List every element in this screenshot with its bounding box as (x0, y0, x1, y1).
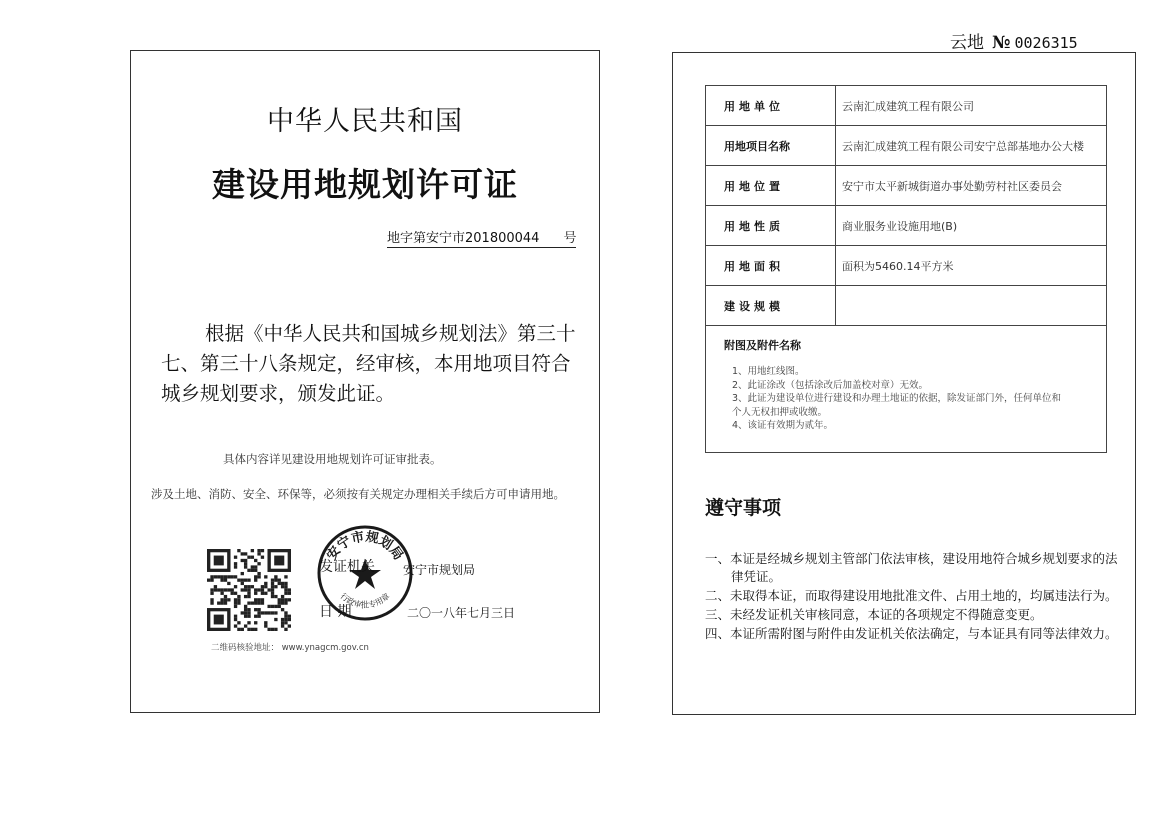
seal-bottom-text: 行政审批专用章 (338, 591, 392, 610)
serial-number: 0026315 (1014, 34, 1078, 52)
land-info-table (705, 85, 1107, 326)
row-label: 用地面积 (706, 246, 836, 286)
row-value: 云南汇成建筑工程有限公司 (836, 86, 1107, 126)
serial-no-mark: № (992, 33, 1011, 53)
annex-title: 附图及附件名称 (724, 339, 801, 352)
procedure-note: 涉及土地、消防、安全、环保等，必须按有关规定办理相关手续后方可申请用地。 (151, 487, 565, 501)
document-number (387, 227, 576, 248)
annex-item: 个人无权扣押或收缴。 (732, 406, 828, 418)
notice-list (705, 550, 1125, 644)
notice-title: 遵守事项 (705, 497, 782, 519)
annex-item: 3、此证为建设单位进行建设和办理土地证的依据，除发证部门外，任何单位和 (732, 393, 1062, 404)
certificate-cover-page (130, 50, 600, 713)
qr-verify-label: 二维码核验地址： www.ynagcm.gov.cn (211, 643, 369, 653)
table-row (706, 206, 1107, 246)
notice-item: 四、本证所需附图与附件由发证机关依法确定，与本证具有同等法律效力。 (705, 626, 1118, 641)
notice-item: 三、未经发证机关审核同意，本证的各项规定不得随意变更。 (705, 607, 1043, 622)
certificate-serial (950, 28, 1078, 53)
notice-item: 一、本证是经城乡规划主管部门依法审核，建设用地符合城乡规划要求的法律凭证。 (705, 551, 1118, 584)
row-value (836, 286, 1107, 326)
issuer-label: 发证机关 (319, 559, 375, 575)
row-label: 用地位置 (706, 166, 836, 206)
table-row (706, 126, 1107, 166)
row-label: 用地单位 (706, 86, 836, 126)
row-label: 用地项目名称 (706, 126, 836, 166)
notice-item: 二、未取得本证，而取得建设用地批准文件、占用土地的，均属违法行为。 (705, 588, 1118, 603)
annex-item: 1、用地红线图。 (732, 366, 805, 377)
annex-item: 2、此证涂改（包括涂改后加盖校对章）无效。 (732, 379, 929, 391)
row-label: 用地性质 (706, 206, 836, 246)
detail-note: 具体内容详见建设用地规划许可证审批表。 (223, 452, 442, 466)
annex-section (705, 325, 1107, 453)
document-number-suffix: 号 (563, 231, 577, 246)
row-value: 面积为5460.14平方米 (836, 246, 1107, 286)
qr-code (207, 549, 291, 631)
serial-prefix: 云地 (950, 33, 984, 53)
country-name: 中华人民共和国 (267, 106, 463, 137)
date-label: 日 期 (319, 604, 352, 620)
certificate-title: 建设用地规划许可证 (212, 165, 518, 204)
annex-item: 4、该证有效期为贰年。 (732, 420, 834, 431)
issue-date: 二〇一八年七月三日 (407, 606, 516, 620)
issuer-name: 安宁市规划局 (403, 563, 476, 577)
table-row (706, 166, 1107, 206)
seal-text: 安宁市规划局 (324, 529, 406, 564)
row-value: 云南汇成建筑工程有限公司安宁总部基地办公大楼 (836, 126, 1107, 166)
table-row (706, 86, 1107, 126)
table-row (706, 286, 1107, 326)
certificate-detail-page (672, 52, 1136, 715)
table-row (706, 246, 1107, 286)
row-label: 建设规模 (706, 286, 836, 326)
annex-list (732, 365, 1102, 433)
approval-statement: 根据《中华人民共和国城乡规划法》第三十七、第三十八条规定，经审核，本用地项目符合城乡规划要求，颁发此证。 (161, 322, 576, 405)
row-value: 商业服务业设施用地(B) (836, 206, 1107, 246)
document-number-label: 地字第安宁市201800044 (387, 231, 540, 246)
row-value: 安宁市太平新城街道办事处勤劳村社区委员会 (836, 166, 1107, 206)
